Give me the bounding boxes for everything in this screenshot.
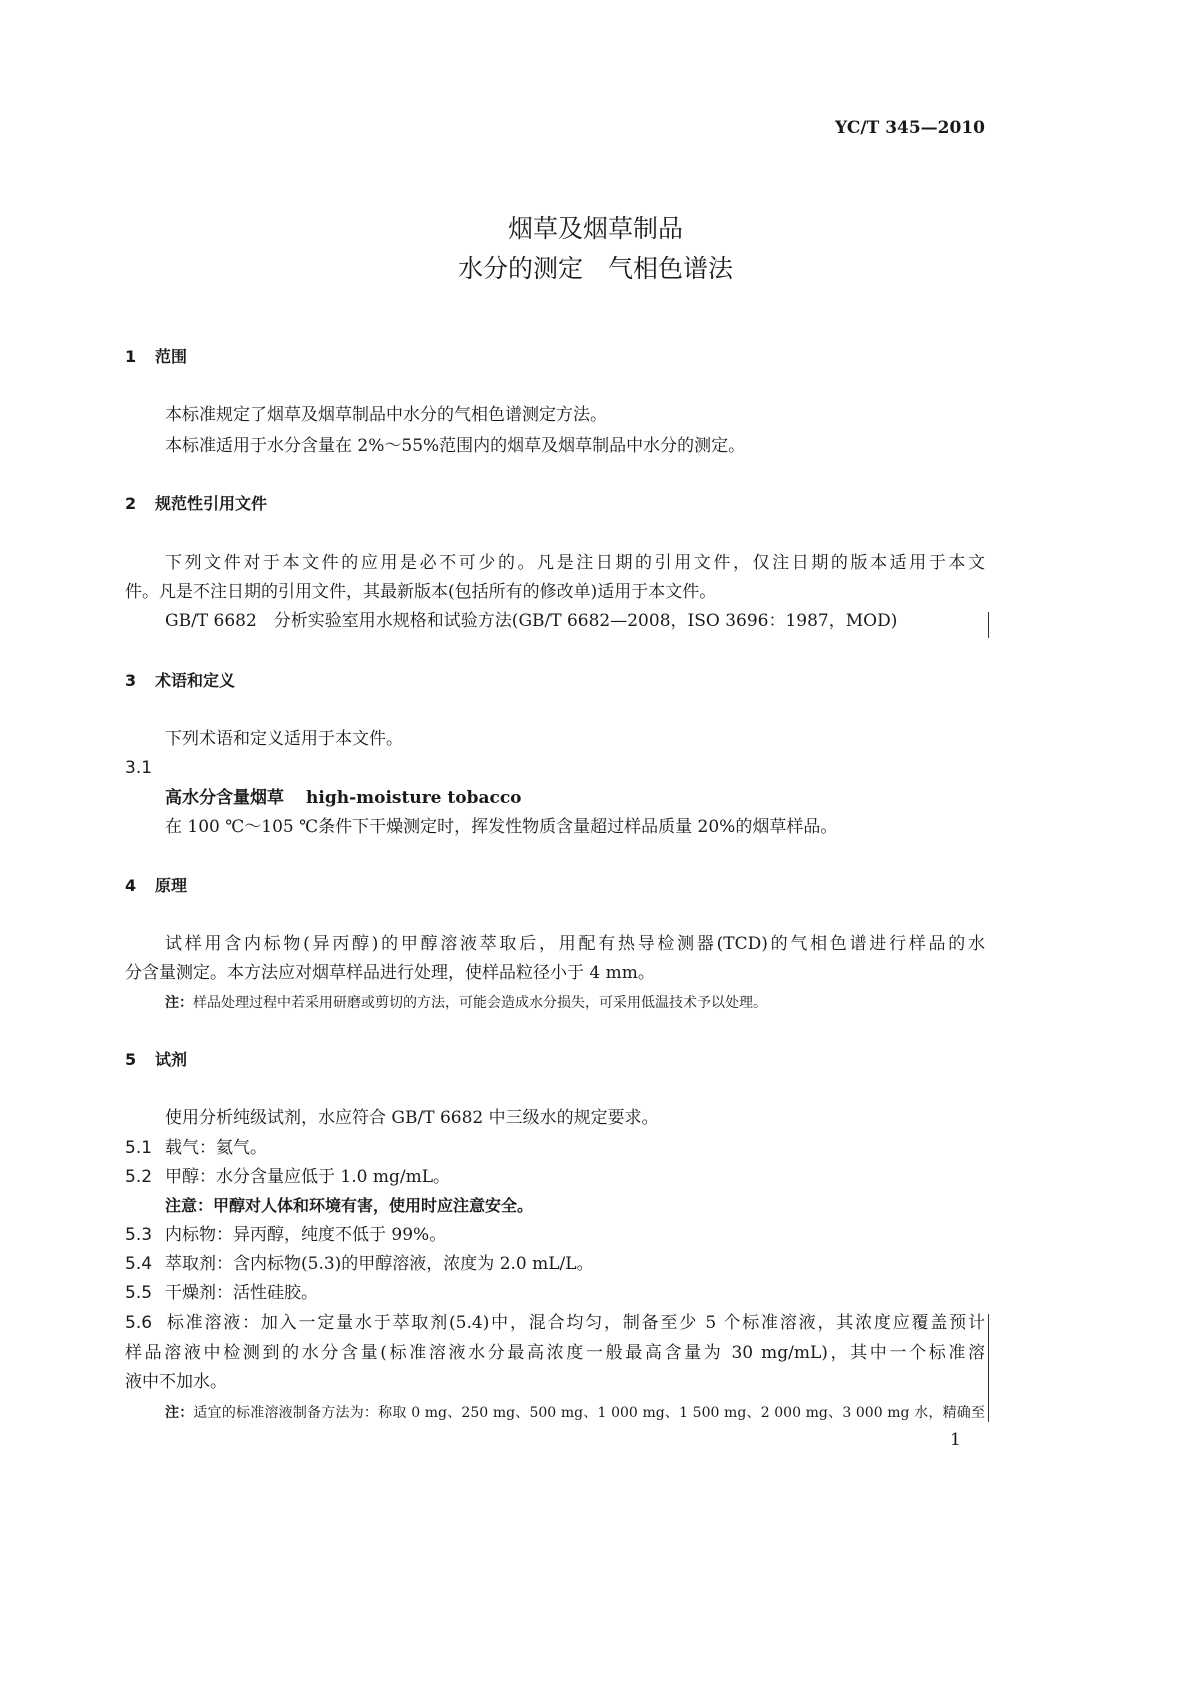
term-chinese: 高水分含量烟草: [165, 788, 284, 808]
paragraph: 本标准适用于水分含量在 2%～55%范围内的烟草及烟草制品中水分的测定。: [165, 436, 746, 456]
note-label: 注：: [165, 995, 193, 1011]
paragraph-line: 试样用含内标物(异丙醇)的甲醇溶液萃取后，用配有热导检测器(TCD)的气相色谱进行样品的水: [165, 934, 985, 954]
note: [165, 993, 767, 1013]
revision-bar: [988, 1314, 989, 1422]
section-title: 试剂: [155, 1050, 188, 1069]
section-5-heading: [125, 1050, 187, 1070]
page-title-line2: 水分的测定 气相色谱法: [457, 254, 733, 283]
item-5-4: 5.4 萃取剂：含内标物(5.3)的甲醇溶液，浓度为 2.0 mL/L。: [125, 1254, 594, 1274]
item-5-1: 5.1 载气：氦气。: [125, 1138, 267, 1158]
section-title: 规范性引用文件: [155, 494, 268, 513]
page-number: 1: [950, 1430, 961, 1450]
section-3-heading: [125, 671, 235, 691]
section-1-heading: [125, 347, 187, 367]
term-number: 3.1: [125, 758, 153, 778]
term-definition: 在 100 ℃～105 ℃条件下干燥测定时，挥发性物质含量超过样品质量 20%的烟草样品。: [165, 817, 838, 837]
paragraph: 使用分析纯级试剂，水应符合 GB/T 6682 中三级水的规定要求。: [165, 1108, 659, 1128]
note: [165, 1403, 985, 1423]
section-title: 原理: [155, 876, 188, 895]
paragraph-line: 件。凡是不注日期的引用文件，其最新版本(包括所有的修改单)适用于本文件。: [125, 582, 717, 602]
term-english: high-moisture tobacco: [306, 788, 522, 808]
item-5-3: 5.3 内标物：异丙醇，纯度不低于 99%。: [125, 1225, 447, 1245]
item-5-2: 5.2 甲醇：水分含量应低于 1.0 mg/mL。: [125, 1167, 450, 1187]
normative-reference: GB/T 6682 分析实验室用水规格和试验方法(GB/T 6682—2008，ISO 3696：1987，MOD): [165, 611, 898, 631]
page-title-line1: 烟草及烟草制品: [507, 214, 683, 243]
note-text: 适宜的标准溶液制备方法为：称取 0 mg、250 mg、500 mg、1 000 mg、1 500 mg、2 000 mg、3 000 mg 水，精确至: [193, 1405, 985, 1421]
standard-number: YC/T 345—2010: [835, 118, 985, 138]
section-number: 5: [125, 1050, 137, 1069]
section-2-heading: [125, 494, 267, 514]
term: [165, 788, 522, 808]
paragraph-line: 液中不加水。: [125, 1372, 227, 1392]
paragraph-line: 分含量测定。本方法应对烟草样品进行处理，使样品粒径小于 4 mm。: [125, 963, 655, 983]
section-number: 3: [125, 671, 137, 690]
note-label: 注：: [165, 1405, 194, 1421]
paragraph-line: 样品溶液中检测到的水分含量(标准溶液水分最高浓度一般最高含量为 30 mg/mL)，其中一个标准溶: [125, 1343, 985, 1363]
item-5-5: 5.5 干燥剂：活性硅胶。: [125, 1283, 318, 1303]
section-title: 范围: [155, 347, 188, 366]
paragraph: 本标准规定了烟草及烟草制品中水分的气相色谱测定方法。: [165, 405, 607, 425]
section-number: 4: [125, 876, 137, 895]
section-title: 术语和定义: [155, 671, 236, 690]
note-text: 样品处理过程中若采用研磨或剪切的方法，可能会造成水分损失，可采用低温技术予以处理。: [193, 995, 767, 1011]
section-number: 2: [125, 494, 137, 513]
paragraph: 下列术语和定义适用于本文件。: [165, 729, 403, 749]
item-5-6: 5.6 标准溶液：加入一定量水于萃取剂(5.4)中，混合均匀，制备至少 5 个标准溶液，其浓度应覆盖预计: [125, 1313, 985, 1333]
revision-bar: [988, 612, 989, 638]
safety-warning: 注意：甲醇对人体和环境有害，使用时应注意安全。: [165, 1196, 534, 1215]
section-4-heading: [125, 876, 187, 896]
section-number: 1: [125, 347, 137, 366]
paragraph-line: 下列文件对于本文件的应用是必不可少的。凡是注日期的引用文件，仅注日期的版本适用于本文: [165, 553, 985, 573]
